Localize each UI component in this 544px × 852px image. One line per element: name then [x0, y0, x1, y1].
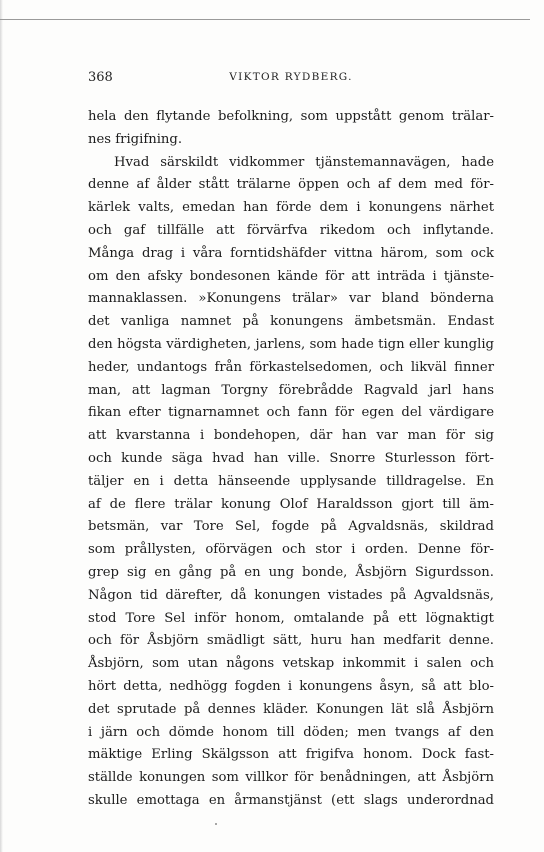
text-line: och för Åsbjörn smädligt sätt, huru han medfarit denne.	[88, 633, 494, 649]
text-line: fikan efter tignarnamnet och fann för egen del värdigare	[88, 405, 494, 421]
text-line: Någon tid därefter, då konungen vistades på Agvaldsnäs,	[88, 587, 494, 603]
text-line: som prållysten, oförvägen och stor i orden. Denne för-	[88, 542, 494, 558]
page-number: 368	[88, 70, 113, 85]
text-line: täljer en i detta hänseende upplysande tilldragelse. En	[88, 473, 494, 489]
text-line: den högsta värdigheten, jarlens, som hade tign eller kunglig	[88, 336, 494, 352]
text-line: om den afsky bondesonen kände för att inträda i tjänste-	[88, 268, 494, 284]
text-line: stod Tore Sel inför honom, omtalande på ett lögnaktigt	[88, 610, 494, 626]
running-head: VIKTOR RYDBERG.	[229, 71, 353, 83]
text-line: mäktige Erling Skälgsson att frigifva honom. Dock fast-	[88, 747, 494, 763]
text-line: ställde konungen som villkor för benådningen, att Åsbjörn	[88, 770, 494, 786]
text-line: heder, undantogs från förkastelsedomen, och likväl finner	[88, 359, 494, 375]
text-line: i järn och dömde honom till döden; men tvangs af den	[88, 724, 494, 740]
text-line: hört detta, nedhögg fogden i konungens åsyn, så att blo-	[88, 678, 494, 694]
text-line: och kunde säga hvad han ville. Snorre Sturlesson fört-	[88, 450, 494, 466]
text-line: mannaklassen. »Konungens trälar» var bland bönderna	[88, 291, 494, 307]
text-line: det sprutade på dennes kläder. Konungen lät slå Åsbjörn	[88, 701, 494, 717]
text-line: hela den flytande befolkning, som uppstått genom trälar-	[88, 109, 494, 124]
text-line: och gaf tillfälle att förvärfva rikedom och inflytande.	[88, 222, 494, 238]
page-gutter-shadow	[0, 0, 3, 852]
body-text	[88, 106, 494, 813]
text-line: grep sig en gång på en ung bonde, Åsbjörn Sigurdsson.	[88, 564, 494, 580]
text-line: att kvarstanna i bondehopen, där han var man för sig	[88, 428, 494, 444]
text-line: man, att lagman Torgny förebrådde Ragvald jarl hans	[88, 382, 494, 398]
text-line: denne af ålder stått trälarne öppen och af dem med för-	[88, 177, 494, 193]
text-line: nes frigifning.	[88, 131, 183, 147]
page-header	[88, 70, 494, 90]
text-line: skulle emottaga en årmanstjänst (ett slags underordnad	[88, 792, 494, 808]
text-line: Många drag i våra forntidshäfder vittna härom, som ock	[88, 245, 494, 261]
paper-speck	[215, 823, 217, 825]
page-top-edge	[0, 19, 530, 20]
text-line: Åsbjörn, som utan någons vetskap inkommit i salen och	[88, 656, 494, 672]
text-line: af de flere trälar konung Olof Haraldsson gjort till äm-	[88, 496, 494, 512]
text-line: Hvad särskildt vidkommer tjänstemannavägen, hade	[114, 154, 494, 170]
text-line: kärlek valts, emedan han förde dem i konungens närhet	[88, 200, 494, 216]
text-line: det vanliga namnet på konungens ämbetsmän. Endast	[88, 314, 494, 330]
text-line: betsmän, var Tore Sel, fogde på Agvaldsnäs, skildrad	[88, 519, 494, 535]
